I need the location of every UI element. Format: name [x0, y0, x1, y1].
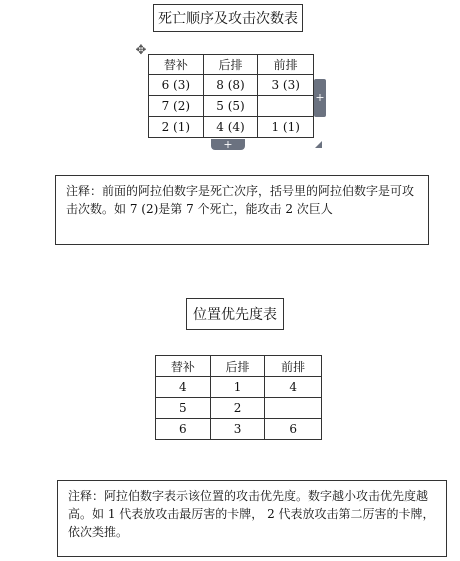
table-cell: 5 [156, 398, 211, 419]
header-cell: 前排 [265, 356, 322, 377]
table-cell [258, 96, 314, 117]
table-cell: 3 [210, 419, 265, 440]
resize-handle-icon[interactable] [315, 141, 322, 148]
table1-title: 死亡顺序及攻击次数表 [158, 11, 298, 27]
table-cell: 2 [210, 398, 265, 419]
table-cell: 5 (5) [203, 96, 258, 117]
table-cell: 6 [265, 419, 322, 440]
note-box-2 [57, 480, 447, 557]
table-cell: 3 (3) [258, 75, 314, 96]
table-row [156, 419, 322, 440]
plus-icon: + [223, 138, 233, 151]
table-row [149, 96, 314, 117]
header-cell: 后排 [210, 356, 265, 377]
table2-title: 位置优先度表 [193, 307, 277, 323]
note-text: 注释：阿拉伯数字表示该位置的攻击优先度。数字越小攻击优先度越高。如 1 代表放攻击最厉害的卡牌， 2 代表放攻击第二厉害的卡牌，依次类推。 [68, 489, 435, 539]
position-priority-table [155, 355, 322, 440]
death-order-table [148, 54, 314, 138]
table-cell: 8 (8) [203, 75, 258, 96]
table-cell: 4 (4) [203, 117, 258, 138]
note-text: 注释：前面的阿拉伯数字是死亡次序，括号里的阿拉伯数字是可攻击次数。如 7 (2)是第 7 个死亡，能攻击 2 次巨人 [66, 184, 415, 216]
header-cell: 替补 [149, 55, 204, 75]
table-cell: 7 (2) [149, 96, 204, 117]
table1-title-box [153, 4, 303, 32]
header-cell: 后排 [203, 55, 258, 75]
table-cell: 6 (3) [149, 75, 204, 96]
header-cell: 前排 [258, 55, 314, 75]
move-handle-icon[interactable]: ✥ [135, 43, 147, 58]
table2-title-box [186, 298, 284, 330]
table-row [156, 377, 322, 398]
table-cell: 2 (1) [149, 117, 204, 138]
table-cell: 4 [265, 377, 322, 398]
table-cell [265, 398, 322, 419]
table-cell: 6 [156, 419, 211, 440]
plus-icon: + [315, 91, 325, 104]
table-cell: 1 [210, 377, 265, 398]
table-row [156, 398, 322, 419]
header-cell: 替补 [156, 356, 211, 377]
table-row [149, 75, 314, 96]
table-cell: 4 [156, 377, 211, 398]
add-column-handle[interactable] [314, 79, 326, 117]
note-box-1 [55, 175, 429, 245]
add-row-handle[interactable] [211, 139, 245, 150]
table-row [149, 117, 314, 138]
table-cell: 1 (1) [258, 117, 314, 138]
